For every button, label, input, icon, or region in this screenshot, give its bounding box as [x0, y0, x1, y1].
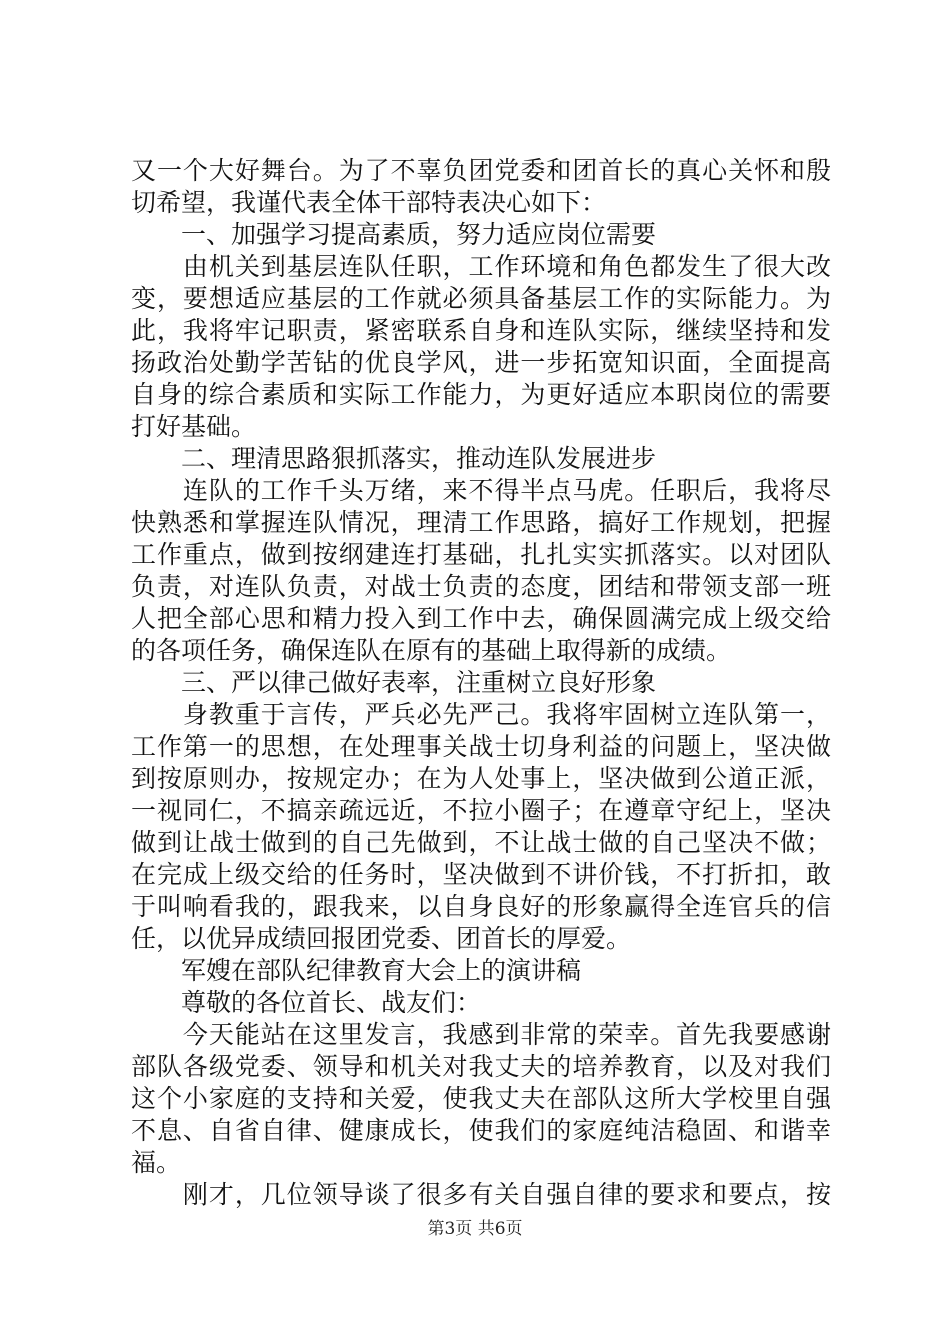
- text-line: 切希望，我谨代表全体干部特表决心如下：: [131, 188, 607, 217]
- text-line: 连队的工作千头万绪，来不得半点马虎。任职后，我将尽: [131, 476, 831, 505]
- document-body: [131, 155, 831, 1211]
- text-line: 又一个大好舞台。为了不辜负团党委和团首长的真心关怀和殷: [131, 156, 831, 185]
- text-line: 刚才，几位领导谈了很多有关自强自律的要求和要点，按: [131, 1180, 831, 1209]
- text-line: 快熟悉和掌握连队情况，理清工作思路，搞好工作规划，把握: [131, 508, 831, 537]
- text-line: 打好基础。: [131, 412, 257, 441]
- text-line: 在完成上级交给的任务时，坚决做到不讲价钱，不打折扣，敢: [131, 860, 831, 889]
- text-line: 身教重于言传，严兵必先严己。我将牢固树立连队第一，: [131, 700, 831, 729]
- text-line: 于叫响看我的，跟我来，以自身良好的形象赢得全连官兵的信: [131, 892, 831, 921]
- text-line: 尊敬的各位首长、战友们：: [131, 988, 482, 1017]
- page-number-footer: 第3页 共6页: [427, 1219, 523, 1239]
- text-line: 三、严以律己做好表率，注重树立良好形象: [131, 668, 657, 697]
- text-line: 工作重点，做到按纲建连打基础，扎扎实实抓落实。以对团队: [131, 540, 831, 569]
- text-line: 的各项任务，确保连队在原有的基础上取得新的成绩。: [131, 636, 732, 665]
- text-line: 二、理清思路狠抓落实，推动连队发展进步: [131, 444, 657, 473]
- text-line: 自身的综合素质和实际工作能力，为更好适应本职岗位的需要: [131, 380, 831, 409]
- text-line: 福。: [131, 1148, 182, 1177]
- text-line: 军嫂在部队纪律教育大会上的演讲稿: [131, 956, 582, 985]
- text-line: 部队各级党委、领导和机关对我丈夫的培养教育，以及对我们: [131, 1052, 831, 1081]
- text-line: 负责，对连队负责，对战士负责的态度，团结和带领支部一班: [131, 572, 831, 601]
- text-line: 一视同仁，不搞亲疏远近，不拉小圈子；在遵章守纪上，坚决: [131, 796, 831, 825]
- text-line: 扬政治处勤学苦钻的优良学风，进一步拓宽知识面，全面提高: [131, 348, 831, 377]
- text-line: 任，以优异成绩回报团党委、团首长的厚爱。: [131, 924, 632, 953]
- text-line: 今天能站在这里发言，我感到非常的荣幸。首先我要感谢: [131, 1020, 831, 1049]
- text-line: 一、加强学习提高素质，努力适应岗位需要: [131, 220, 657, 249]
- text-line: 这个小家庭的支持和关爱，使我丈夫在部队这所大学校里自强: [131, 1084, 831, 1113]
- text-line: 由机关到基层连队任职，工作环境和角色都发生了很大改: [131, 252, 831, 281]
- text-line: 做到让战士做到的自己先做到，不让战士做的自己坚决不做；: [131, 828, 831, 857]
- text-line: 人把全部心思和精力投入到工作中去，确保圆满完成上级交给: [131, 604, 831, 633]
- text-line: 不息、自省自律、健康成长，使我们的家庭纯洁稳固、和谐幸: [131, 1116, 831, 1145]
- text-line: 此，我将牢记职责，紧密联系自身和连队实际，继续坚持和发: [131, 316, 831, 345]
- text-line: 到按原则办，按规定办；在为人处事上，坚决做到公道正派，: [131, 764, 831, 793]
- text-line: 变，要想适应基层的工作就必须具备基层工作的实际能力。为: [131, 284, 831, 313]
- text-line: 工作第一的思想，在处理事关战士切身利益的问题上，坚决做: [131, 732, 831, 761]
